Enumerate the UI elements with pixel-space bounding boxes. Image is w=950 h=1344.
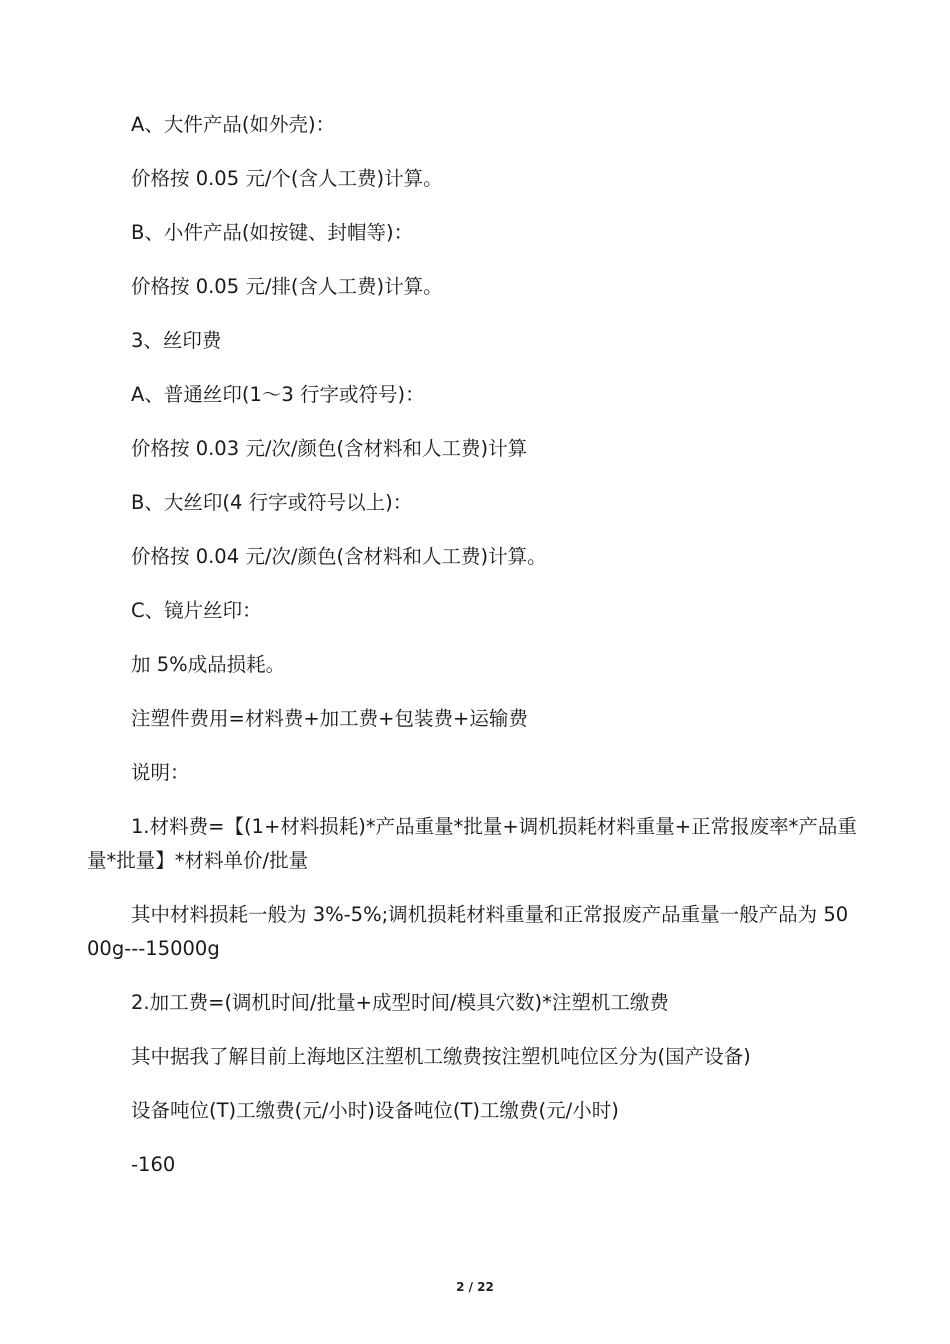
paragraph-large-parts-price: 价格按 0.05 元/个(含人工费)计算。 (131, 167, 443, 190)
paragraph-shanghai-note: 其中据我了解目前上海地区注塑机工缴费按注塑机吨位区分为(国产设备) (131, 1045, 751, 1068)
paragraph-large-parts: A、大件产品(如外壳)： (131, 113, 336, 136)
page-number: 2 / 22 (456, 1280, 494, 1294)
paragraph-processing-cost: 2.加工费=(调机时间/批量+成型时间/模具穴数)*注塑机工缴费 (131, 991, 669, 1014)
paragraph-material-loss-note: 其中材料损耗一般为 3%-5%;调机损耗材料重量和正常报废产品重量一般产品为 5000g---15000g (87, 903, 849, 960)
paragraph-small-parts-price: 价格按 0.05 元/排(含人工费)计算。 (131, 275, 443, 298)
paragraph-table-header: 设备吨位(T)工缴费(元/小时)设备吨位(T)工缴费(元/小时) (131, 1099, 619, 1122)
section-heading-silkscreen: 3、丝印费 (131, 329, 222, 352)
paragraph-explanation-label: 说明： (131, 761, 190, 784)
paragraph-material-cost: 1.材料费=【(1+材料损耗)*产品重量*批量+调机损耗材料重量+正常报废率*产品重量*批量】*材料单价/批量 (87, 815, 857, 872)
paragraph-tonnage-value: -160 (131, 1153, 176, 1176)
paragraph-cost-formula: 注塑件费用=材料费+加工费+包装费+运输费 (131, 707, 528, 730)
paragraph-lens-silkscreen: C、镜片丝印： (131, 599, 262, 622)
paragraph-normal-silkscreen: A、普通丝印(1～3 行字或符号)： (131, 383, 425, 406)
paragraph-large-silkscreen: B、大丝印(4 行字或符号以上)： (131, 491, 413, 514)
document-body (87, 108, 857, 1202)
paragraph-large-silkscreen-price: 价格按 0.04 元/次/颜色(含材料和人工费)计算。 (131, 545, 547, 568)
paragraph-normal-silkscreen-price: 价格按 0.03 元/次/颜色(含材料和人工费)计算 (131, 437, 528, 460)
paragraph-loss: 加 5%成品损耗。 (131, 653, 286, 676)
paragraph-small-parts: B、小件产品(如按键、封帽等)： (131, 221, 414, 244)
